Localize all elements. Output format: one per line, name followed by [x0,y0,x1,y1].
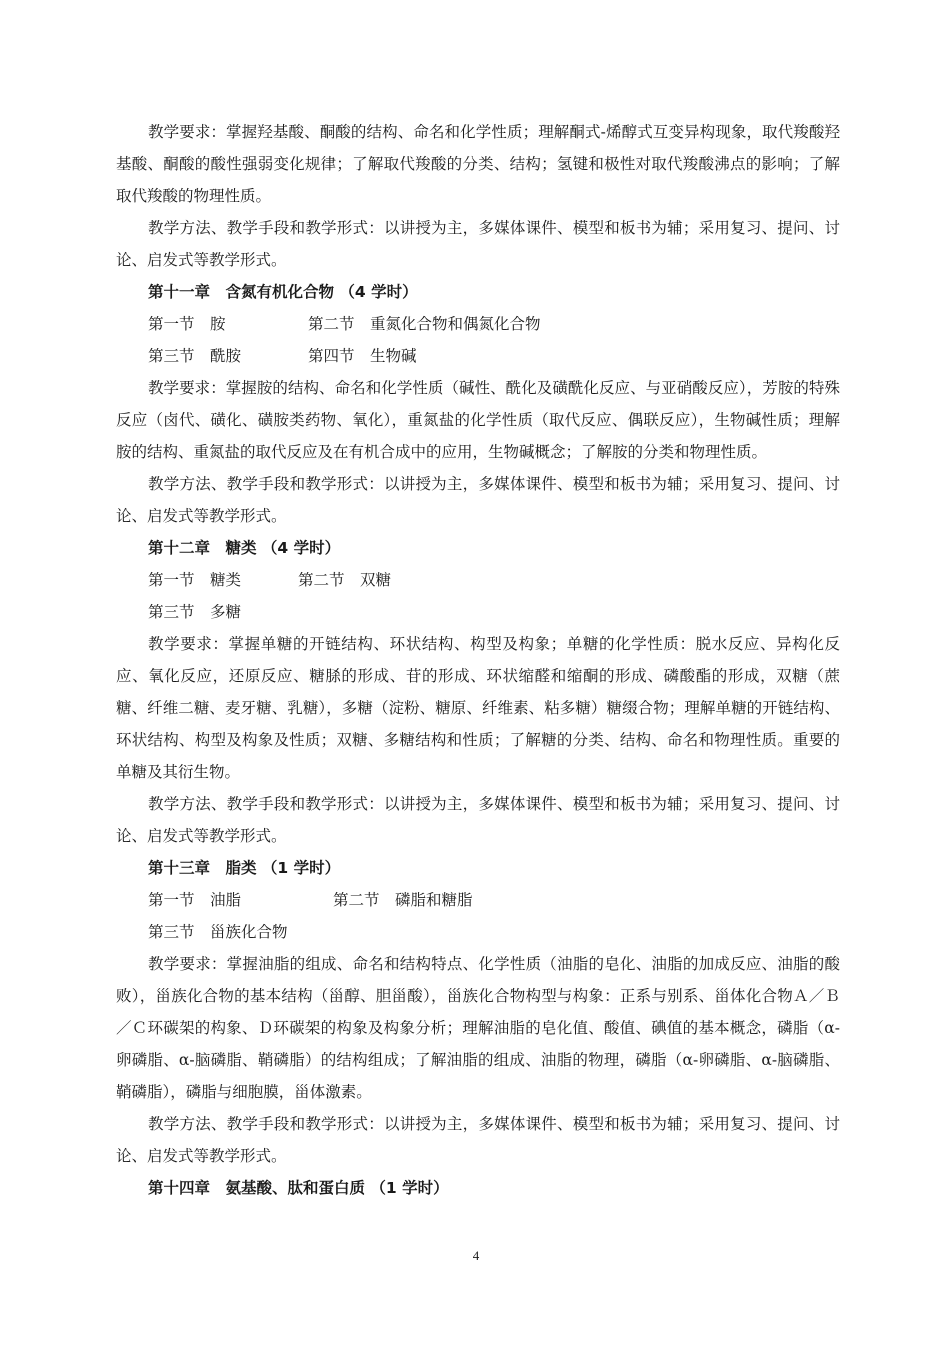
section-line [116,564,840,596]
section-b: 第二节 双糖 [298,571,392,589]
section-a: 第三节 甾族化合物 [148,923,288,941]
section-b: 第二节 磷脂和糖脂 [333,891,473,909]
section-line [116,916,840,948]
section-a: 第一节 糖类 [148,571,242,589]
paragraph-methods: 教学方法、教学手段和教学形式：以讲授为主，多媒体课件、模型和板书为辅；采用复习、提问、讨论、启发式等教学形式。 [116,475,840,525]
paragraph-methods: 教学方法、教学手段和教学形式：以讲授为主，多媒体课件、模型和板书为辅；采用复习、提问、讨论、启发式等教学形式。 [116,219,840,269]
section-a: 第三节 多糖 [148,603,242,621]
paragraph-requirements: 教学要求：掌握单糖的开链结构、环状结构、构型及构象；单糖的化学性质：脱水反应、异构化反应、氧化反应，还原反应、糖脎的形成、苷的形成、环状缩醛和缩酮的形成、磷酸酯的形成，双糖（蔗糖、纤维二糖、麦牙糖、乳糖），多糖（淀粉、糖原、纤维素、粘多糖）糖缀合物；理解单糖的开链结构、环状结构、构型及构象及性质；双糖、多糖结构和性质；了解糖的分类、结构、命名和物理性质。重要的单糖及其衍生物。 [116,635,840,781]
section-line [116,884,840,916]
paragraph-requirements: 教学要求：掌握胺的结构、命名和化学性质（碱性、酰化及磺酰化反应、与亚硝酸反应），芳胺的特殊反应（卤代、磺化、磺胺类药物、氧化），重氮盐的化学性质（取代反应、偶联反应），生物碱性质；理解胺的结构、重氮盐的取代反应及在有机合成中的应用，生物碱概念；了解胺的分类和物理性质。 [116,379,840,461]
chapter-heading: 第十一章 含氮有机化合物 （4 学时） [148,283,418,301]
chapter-heading: 第十四章 氨基酸、肽和蛋白质 （1 学时） [148,1179,449,1197]
paragraph-requirements: 教学要求：掌握羟基酸、酮酸的结构、命名和化学性质；理解酮式-烯醇式互变异构现象，取代羧酸羟基酸、酮酸的酸性强弱变化规律；了解取代羧酸的分类、结构；氢键和极性对取代羧酸沸点的影响；了解取代羧酸的物理性质。 [116,123,840,205]
section-line [116,340,840,372]
paragraph-methods: 教学方法、教学手段和教学形式：以讲授为主，多媒体课件、模型和板书为辅；采用复习、提问、讨论、启发式等教学形式。 [116,1115,840,1165]
section-line [116,596,840,628]
section-a: 第一节 胺 [148,315,226,333]
document-body [116,116,840,1204]
paragraph-methods: 教学方法、教学手段和教学形式：以讲授为主，多媒体课件、模型和板书为辅；采用复习、提问、讨论、启发式等教学形式。 [116,795,840,845]
section-b: 第二节 重氮化合物和偶氮化合物 [308,315,541,333]
section-a: 第一节 油脂 [148,891,242,909]
section-b: 第四节 生物碱 [308,347,417,365]
page-number: 4 [472,1248,480,1263]
section-a: 第三节 酰胺 [148,347,242,365]
section-line [116,308,840,340]
chapter-heading: 第十二章 糖类 （4 学时） [148,539,341,557]
chapter-heading: 第十三章 脂类 （1 学时） [148,859,341,877]
paragraph-requirements: 教学要求：掌握油脂的组成、命名和结构特点、化学性质（油脂的皂化、油脂的加成反应、油脂的酸败），甾族化合物的基本结构（甾醇、胆甾酸），甾族化合物构型与构象：正系与别系、甾体化合物Ａ／Ｂ／Ｃ环碳架的构象、Ｄ环碳架的构象及构象分析；理解油脂的皂化值、酸值、碘值的基本概念，磷脂（α-卵磷脂、α-脑磷脂、鞘磷脂）的结构组成；了解油脂的组成、油脂的物理，磷脂（α-卵磷脂、α-脑磷脂、鞘磷脂），磷脂与细胞膜，甾体激素。 [116,955,840,1101]
